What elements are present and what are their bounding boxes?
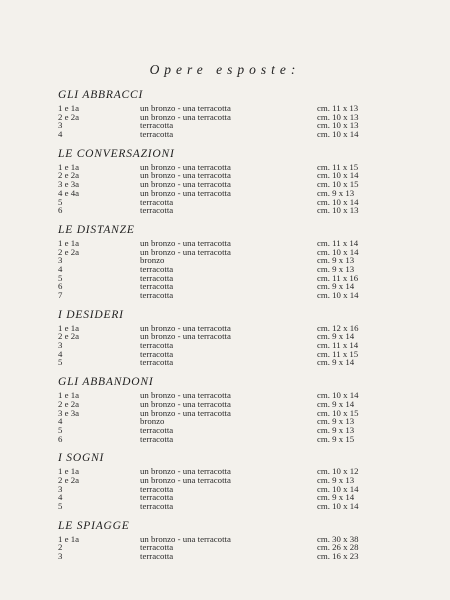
- work-number: 4: [58, 492, 63, 503]
- work-row: [58, 552, 388, 561]
- work-number: 1 e 1a: [58, 466, 80, 477]
- work-number: 1 e 1a: [58, 390, 80, 401]
- work-row: [58, 502, 388, 511]
- work-description: terracotta: [140, 433, 174, 444]
- section-title: LE SPIAGGE: [58, 519, 130, 532]
- work-description: un bronzo - una terracotta: [140, 407, 231, 418]
- work-dimensions: cm. 9 x 13: [317, 263, 355, 274]
- work-description: terracotta: [140, 120, 174, 131]
- work-number: 3 e 3a: [58, 407, 80, 418]
- work-row: [58, 358, 388, 367]
- work-description: un bronzo - una terracotta: [140, 246, 231, 257]
- section-title: GLI ABBRACCI: [58, 89, 144, 101]
- work-dimensions: cm. 11 x 15: [317, 161, 359, 172]
- work-description: terracotta: [140, 281, 174, 292]
- work-description: un bronzo - una terracotta: [140, 331, 231, 342]
- work-dimensions: cm. 10 x 14: [317, 290, 359, 300]
- work-description: terracotta: [140, 196, 174, 207]
- work-dimensions: cm. 10 x 14: [317, 246, 359, 257]
- work-dimensions: cm. 10 x 14: [317, 196, 359, 207]
- work-dimensions: cm. 9 x 14: [317, 398, 355, 409]
- work-dimensions: cm. 11 x 16: [317, 272, 359, 283]
- work-description: terracotta: [140, 129, 174, 140]
- section-gli-abbracci: [58, 88, 388, 145]
- work-description: un bronzo - una terracotta: [140, 237, 231, 248]
- section-le-spiagge: [58, 519, 388, 567]
- work-dimensions: cm. 9 x 13: [317, 187, 355, 198]
- work-number: 2 e 2a: [58, 331, 80, 342]
- work-row: [58, 130, 388, 139]
- work-description: terracotta: [140, 492, 174, 503]
- work-dimensions: cm. 26 x 28: [317, 542, 359, 553]
- work-description: terracotta: [140, 483, 174, 494]
- work-number: 6: [58, 433, 63, 444]
- work-number: 1 e 1a: [58, 103, 80, 113]
- work-dimensions: cm. 16 x 23: [317, 551, 359, 562]
- work-dimensions: cm. 9 x 13: [317, 474, 355, 485]
- work-dimensions: cm. 11 x 13: [317, 103, 359, 113]
- work-dimensions: cm. 9 x 14: [317, 281, 355, 292]
- work-description: bronzo: [140, 416, 165, 427]
- work-description: terracotta: [140, 290, 174, 300]
- section-gli-abbandoni: [58, 375, 388, 449]
- work-number: 5: [58, 357, 63, 368]
- work-description: terracotta: [140, 263, 174, 274]
- work-dimensions: cm. 30 x 38: [317, 533, 359, 544]
- work-description: terracotta: [140, 357, 174, 368]
- work-number: 3: [58, 551, 63, 562]
- work-dimensions: cm. 10 x 14: [317, 170, 359, 181]
- work-description: terracotta: [140, 424, 174, 435]
- work-number: 2: [58, 542, 63, 553]
- work-dimensions: cm. 9 x 14: [317, 331, 355, 342]
- work-number: 2 e 2a: [58, 474, 80, 485]
- work-number: 4: [58, 348, 63, 359]
- work-description: terracotta: [140, 501, 174, 511]
- work-number: 2 e 2a: [58, 398, 80, 409]
- work-description: un bronzo - una terracotta: [140, 170, 231, 181]
- work-dimensions: cm. 9 x 13: [317, 255, 355, 266]
- work-description: un bronzo - una terracotta: [140, 533, 231, 544]
- work-number: 7: [58, 290, 63, 300]
- work-number: 3: [58, 255, 63, 266]
- work-number: 3: [58, 120, 63, 131]
- work-number: 2 e 2a: [58, 111, 80, 122]
- work-dimensions: cm. 10 x 15: [317, 179, 359, 190]
- works-list: [58, 86, 388, 567]
- work-dimensions: cm. 11 x 14: [317, 237, 359, 248]
- work-description: terracotta: [140, 272, 174, 283]
- work-description: un bronzo - una terracotta: [140, 111, 231, 122]
- work-dimensions: cm. 10 x 13: [317, 120, 359, 131]
- work-number: 3 e 3a: [58, 179, 80, 190]
- work-number: 4: [58, 416, 63, 427]
- work-number: 4 e 4a: [58, 187, 80, 198]
- work-description: terracotta: [140, 205, 174, 216]
- work-dimensions: cm. 11 x 15: [317, 348, 359, 359]
- work-dimensions: cm. 9 x 13: [317, 416, 355, 427]
- section-i-desideri: [58, 308, 388, 373]
- work-description: un bronzo - una terracotta: [140, 390, 231, 401]
- work-number: 1 e 1a: [58, 533, 80, 544]
- section-title: I DESIDERI: [58, 308, 124, 321]
- work-number: 3: [58, 340, 63, 351]
- work-dimensions: cm. 10 x 12: [317, 466, 359, 477]
- work-number: 5: [58, 424, 63, 435]
- work-dimensions: cm. 10 x 13: [317, 111, 359, 122]
- work-number: 1 e 1a: [58, 237, 80, 248]
- work-dimensions: cm. 10 x 15: [317, 407, 359, 418]
- work-number: 2 e 2a: [58, 170, 80, 181]
- work-description: un bronzo - una terracotta: [140, 161, 231, 172]
- work-description: terracotta: [140, 348, 174, 359]
- work-description: un bronzo - una terracotta: [140, 466, 231, 477]
- work-number: 4: [58, 263, 63, 274]
- work-description: terracotta: [140, 551, 174, 562]
- work-dimensions: cm. 9 x 14: [317, 492, 355, 503]
- work-description: un bronzo - una terracotta: [140, 179, 231, 190]
- work-number: 1 e 1a: [58, 322, 80, 333]
- page-heading: Opere esposte:: [149, 62, 301, 77]
- work-description: un bronzo - una terracotta: [140, 322, 231, 333]
- work-description: terracotta: [140, 542, 174, 553]
- work-dimensions: cm. 10 x 13: [317, 205, 359, 216]
- work-number: 5: [58, 196, 63, 207]
- work-row: [58, 206, 388, 215]
- work-description: un bronzo - una terracotta: [140, 103, 231, 113]
- work-dimensions: cm. 10 x 14: [317, 483, 359, 494]
- work-dimensions: cm. 12 x 16: [317, 322, 359, 333]
- section-le-conversazioni: [58, 147, 388, 221]
- work-description: un bronzo - una terracotta: [140, 398, 231, 409]
- section-le-distanze: [58, 223, 388, 306]
- work-dimensions: cm. 10 x 14: [317, 501, 359, 511]
- work-description: un bronzo - una terracotta: [140, 474, 231, 485]
- work-dimensions: cm. 9 x 13: [317, 424, 355, 435]
- work-number: 6: [58, 205, 63, 216]
- work-dimensions: cm. 11 x 14: [317, 340, 359, 351]
- section-title: LE CONVERSAZIONI: [58, 147, 175, 160]
- work-row: [58, 435, 388, 444]
- work-dimensions: cm. 10 x 14: [317, 129, 359, 140]
- work-number: 3: [58, 483, 63, 494]
- work-description: terracotta: [140, 340, 174, 351]
- work-number: 1 e 1a: [58, 161, 80, 172]
- work-description: un bronzo - una terracotta: [140, 187, 231, 198]
- work-number: 5: [58, 272, 63, 283]
- work-dimensions: cm. 9 x 15: [317, 433, 355, 444]
- work-dimensions: cm. 9 x 14: [317, 357, 355, 368]
- section-title: LE DISTANZE: [58, 223, 135, 236]
- section-i-sogni: [58, 451, 388, 516]
- work-dimensions: cm. 10 x 14: [317, 390, 359, 401]
- work-number: 5: [58, 501, 63, 511]
- work-number: 2 e 2a: [58, 246, 80, 257]
- work-number: 6: [58, 281, 63, 292]
- work-description: bronzo: [140, 255, 165, 266]
- work-number: 4: [58, 129, 63, 140]
- section-title: I SOGNI: [58, 452, 105, 465]
- section-title: GLI ABBANDONI: [58, 376, 154, 389]
- work-row: [58, 291, 388, 300]
